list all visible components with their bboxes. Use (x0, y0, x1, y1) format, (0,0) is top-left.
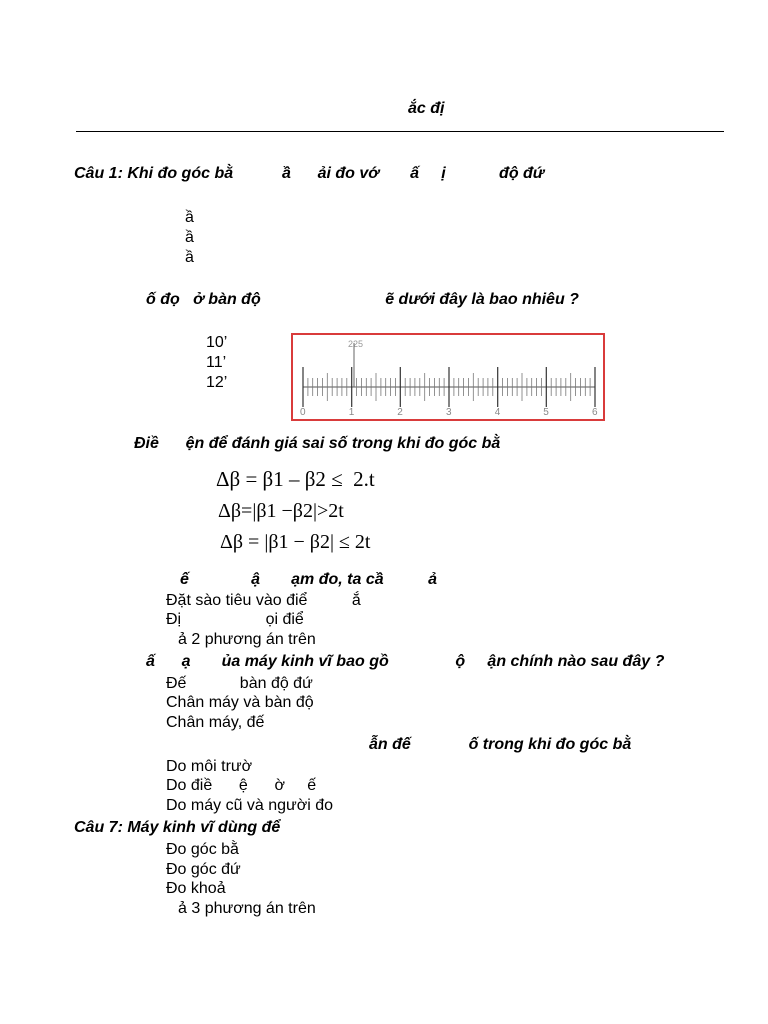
q4-option-a: Đặt sào tiêu vào điể ắ (166, 592, 361, 609)
ruler-scale-label: 6 (592, 407, 598, 418)
q4-option-b: Đị ọi điể (166, 611, 304, 628)
ruler-scale-label: 5 (543, 407, 549, 418)
question-7: Câu 7: Máy kinh vĩ dùng để (74, 819, 281, 836)
q2-option-b: 11’ (206, 354, 227, 371)
q1-option-c: ầ (185, 249, 194, 266)
q5-option-c: Chân máy, đế (166, 714, 265, 731)
q6-option-b: Do điề ệ ờ ế (166, 777, 317, 794)
question-3: Điề ện để đánh giá sai số trong khi đo góc bằ (134, 435, 501, 452)
q2-option-c: 12’ (206, 374, 228, 391)
q5-option-a: Đế bàn độ đứ (166, 675, 313, 692)
ruler-top-label: 225 (348, 339, 364, 349)
formula-2: Δβ=|β1 −β2|>2t (218, 500, 344, 522)
question-2: ố đọ ở bàn độ ẽ dưới đây là bao nhiêu ? (146, 291, 579, 308)
ruler-scale-label: 3 (446, 407, 452, 418)
title-rule (76, 131, 724, 132)
q6-option-c: Do máy cũ và người đo (166, 797, 334, 814)
q4-option-c: ả 2 phương án trên (178, 631, 316, 648)
ruler-figure (291, 333, 605, 421)
question-4: ế ậ ạm đo, ta cầ ả (180, 571, 437, 588)
question-1: Câu 1: Khi đo góc bằ ầ ải đo vớ ấ ị độ đứ (74, 165, 545, 182)
ruler-scale-label: 2 (397, 407, 403, 418)
q7-option-b: Đo góc đứ (166, 861, 241, 878)
q5-option-b: Chân máy và bàn độ (166, 694, 314, 711)
q7-option-c: Đo khoả (166, 880, 226, 897)
question-6: ẫn đế ố trong khi đo góc bằ (369, 736, 632, 753)
q2-option-a: 10’ (206, 334, 228, 351)
ruler-scale-label: 0 (300, 407, 306, 418)
ruler-scale-label: 4 (494, 407, 501, 418)
ruler-scale-label: 1 (348, 407, 355, 418)
formula-1: Δβ = β1 – β2 ≤ 2.t (216, 467, 375, 491)
q7-option-a: Đo góc bằ (166, 841, 239, 858)
q7-option-d: ả 3 phương án trên (178, 900, 316, 917)
q1-option-b: ầ (185, 229, 194, 246)
formula-3: Δβ = |β1 − β2| ≤ 2t (220, 531, 371, 553)
ruler-scale (293, 335, 603, 419)
q1-option-a: ầ (185, 209, 194, 226)
page-title: ắc đị (408, 100, 445, 117)
question-5: ấ ạ ủa máy kinh vĩ bao gồ ộ ận chính nào sau đây ? (146, 653, 665, 670)
q6-option-a: Do môi trườ (166, 758, 253, 775)
